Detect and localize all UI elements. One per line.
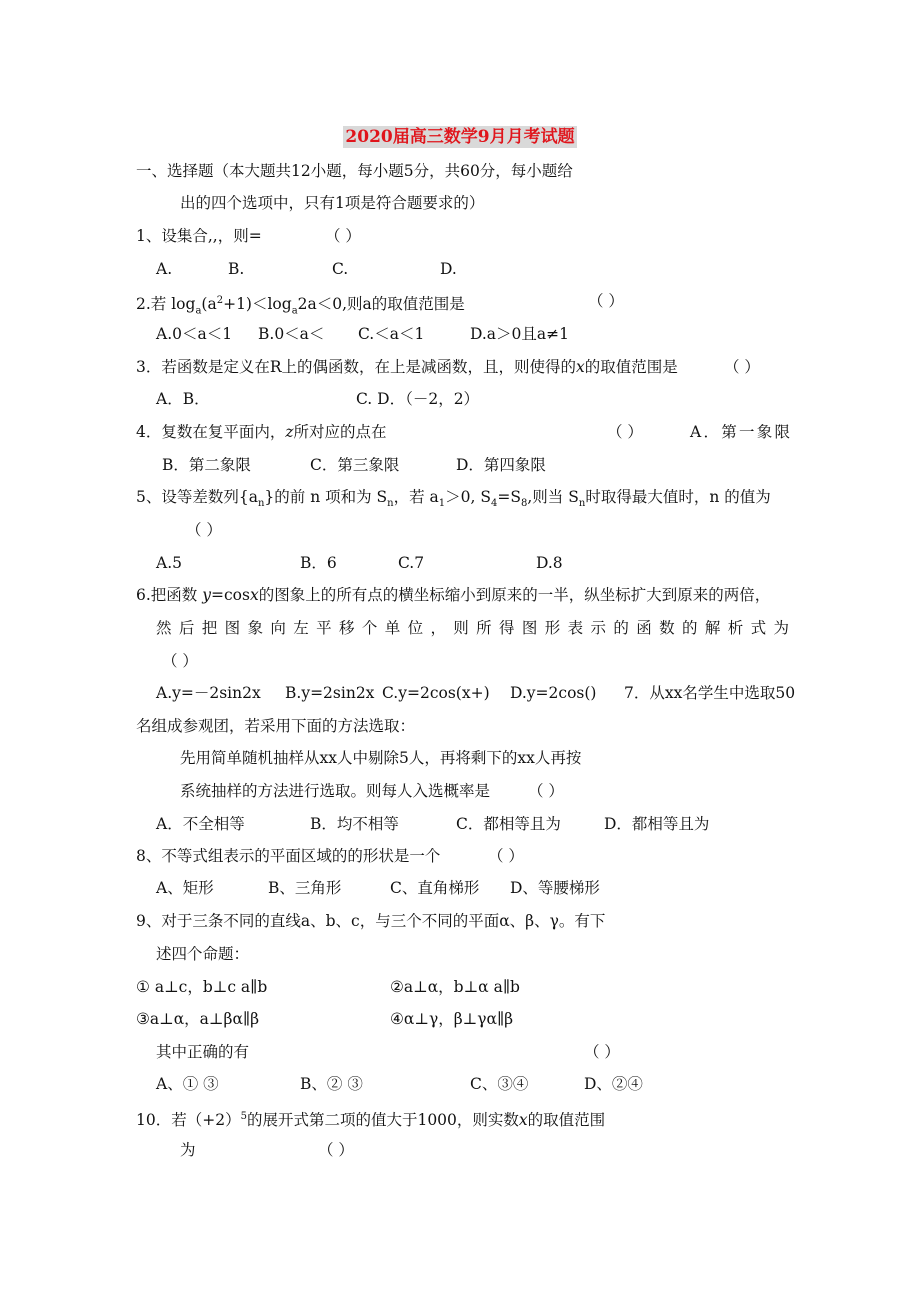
question-2-option-b: B.0＜a＜	[258, 325, 325, 343]
question-7-option-d: D．都相等且为	[604, 815, 710, 833]
question-5-option-b: B．6	[300, 554, 337, 572]
question-1-option-b: B.	[228, 260, 245, 278]
question-3-option-ab: A．B．	[156, 390, 210, 408]
question-2-option-a: A.0＜a＜1	[156, 325, 233, 343]
question-7-option-b: B．均不相等	[310, 815, 399, 833]
question-10-answer-paren: （ ）	[318, 1141, 354, 1159]
question-8-stem: 8、不等式组表示的平面区域的的形状是一个	[136, 847, 441, 865]
question-6-stem-line2: 然后把图象向左平移个单位，则所得图形表示的函数的解析式为	[156, 619, 789, 637]
question-2-answer-paren: （ ）	[588, 292, 624, 310]
question-9-proposition-2: ②a⊥α，b⊥α a∥b	[390, 978, 520, 996]
question-4-stem: 4．复数在复平面内，z所对应的点在	[136, 423, 387, 441]
question-8-option-b: B、三角形	[268, 879, 342, 897]
question-1-answer-paren: （ ）	[325, 227, 361, 245]
question-10-stem-line2: 为	[180, 1141, 196, 1159]
question-9-option-b: B、② ③	[300, 1075, 363, 1093]
question-4-option-b: B．第二象限	[162, 456, 251, 474]
question-2-stem: 2.若 $\log_a(a^2+1)<\log_a2a<0$,则a的取值范围是	[136, 295, 465, 317]
question-6-answer-paren: （ ）	[162, 652, 198, 670]
question-6-option-d: D.y=2cos()	[510, 684, 597, 702]
question-3-option-cd: C. D．（－2，2）	[356, 390, 480, 408]
question-6-stem-line1: 6.把函数 y=cosx的图象上的所有点的横坐标缩小到原来的一半，纵坐标扩大到原来的两倍，	[136, 586, 771, 604]
question-9-stem-line2: 述四个命题：	[156, 945, 250, 963]
question-6-option-b: B.y=2sin2x	[285, 684, 375, 702]
question-9-answer-paren: （ ）	[584, 1043, 620, 1061]
question-4-option-a: A．第一象限	[690, 423, 790, 441]
question-3-stem: 3．若函数是定义在R上的偶函数，在上是减函数，且，则使得的x的取值范围是	[136, 358, 678, 376]
question-7-stem-line3: 先用简单随机抽样从xx人中剔除5人，再将剩下的xx人再按	[180, 749, 582, 767]
question-9-option-c: C、③④	[470, 1075, 529, 1093]
question-9-conclusion: 其中正确的有	[156, 1043, 250, 1061]
question-7-option-c: C．都相等且为	[456, 815, 561, 833]
question-1-stem: 1、设集合,,，则=	[136, 227, 262, 245]
question-5-answer-paren: （ ）	[186, 521, 222, 539]
question-8-option-a: A、矩形	[156, 879, 214, 897]
question-1-option-d: D.	[440, 260, 457, 278]
question-6-option-c: C.y=2cos(x+)	[382, 684, 490, 702]
question-7-stem-line4: 系统抽样的方法进行选取。则每人入选概率是	[180, 782, 491, 800]
exam-title: 2020届高三数学9月月考试题	[345, 127, 575, 147]
question-7-answer-paren: （ ）	[528, 782, 564, 800]
question-7-stem-line2: 名组成参观团，若采用下面的方法选取：	[136, 717, 416, 735]
question-9-proposition-3: ③a⊥α，a⊥βα∥β	[136, 1010, 260, 1028]
section-header-line2: 出的四个选项中，只有1项是符合题要求的）	[180, 194, 485, 212]
question-9-option-d: D、②④	[584, 1075, 643, 1093]
question-5-option-d: D.8	[536, 554, 563, 572]
question-8-option-d: D、等腰梯形	[510, 879, 600, 897]
question-5-option-a: A.5	[156, 554, 182, 572]
question-8-option-c: C、直角梯形	[390, 879, 480, 897]
question-9-proposition-4: ④α⊥γ，β⊥γα∥β	[390, 1010, 514, 1028]
question-8-answer-paren: （ ）	[488, 847, 524, 865]
section-header-line1: 一、选择题（本大题共12小题，每小题5分，共60分，每小题给	[136, 162, 573, 180]
question-1-option-c: C.	[332, 260, 349, 278]
question-5-stem: 5、设等差数列$\{a_n\}$的前 n 项和为 $S_n$，若 $a_1>0$, $S_4=S_8$,则当 $S_n$时取得最大值时，n 的值为	[136, 488, 771, 510]
question-4-answer-paren: （ ）	[607, 423, 643, 441]
question-7-option-a: A．不全相等	[156, 815, 245, 833]
question-3-answer-paren: （ ）	[724, 358, 760, 376]
question-9-stem-line1: 9、对于三条不同的直线a、b、c，与三个不同的平面α、β、γ。有下	[136, 912, 606, 930]
question-2-option-c: C.＜a＜1	[358, 325, 425, 343]
question-4-option-d: D．第四象限	[456, 456, 546, 474]
question-7-stem-start: 7．从xx名学生中选取50	[624, 684, 796, 702]
question-2-option-d: D.a＞0且a≠1	[470, 325, 569, 343]
question-9-proposition-1: ① a⊥c，b⊥c a∥b	[136, 978, 268, 996]
question-1-option-a: A.	[156, 260, 173, 278]
question-6-option-a: A.y=－2sin2x	[156, 684, 261, 702]
question-5-option-c: C.7	[398, 554, 425, 572]
question-10-stem: 10．若$(+2)^5$的展开式第二项的值大于1000，则实数x的取值范围	[136, 1111, 606, 1130]
question-4-option-c: C．第三象限	[310, 456, 400, 474]
question-9-option-a: A、① ③	[156, 1075, 219, 1093]
